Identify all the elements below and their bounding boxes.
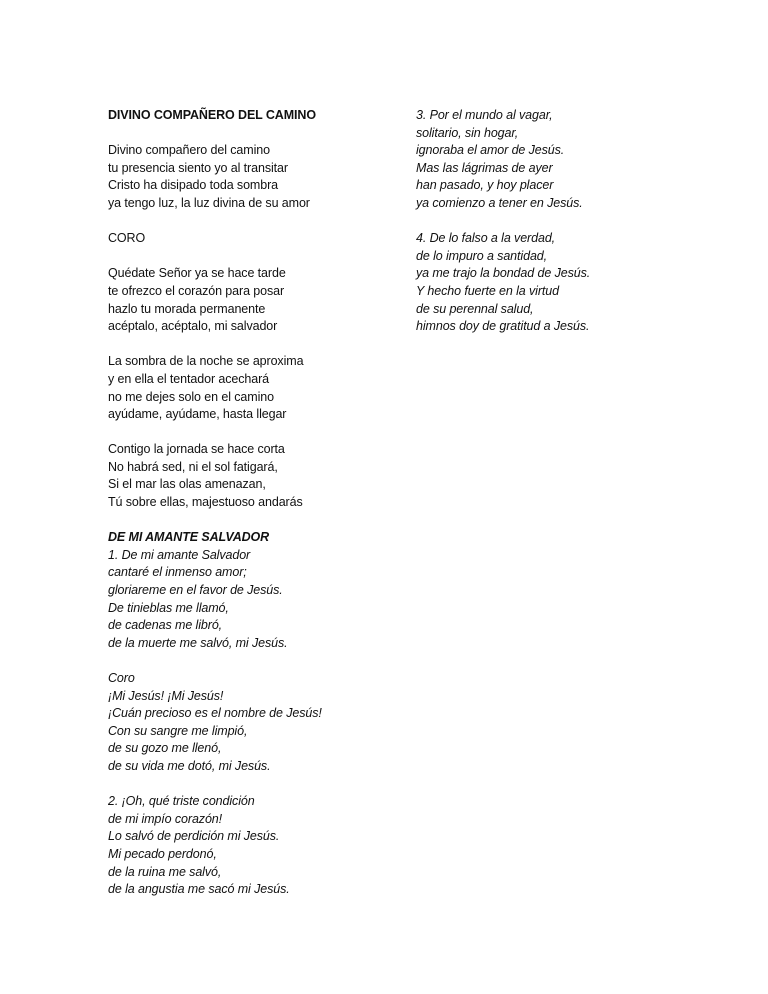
lyric-line: Mas las lágrimas de ayer <box>416 160 553 175</box>
spacer <box>108 336 398 354</box>
lyric-line: Lo salvó de perdición mi Jesús. <box>108 829 280 844</box>
lyric-line: de la ruina me salvó, <box>108 864 222 879</box>
lyric-line: 3. Por el mundo al vagar, <box>416 108 553 122</box>
lyric-line: Y hecho fuerte en la virtud <box>416 283 559 298</box>
lyric-line: te ofrezco el corazón para posar <box>108 283 285 298</box>
stanza-2 <box>108 353 398 423</box>
lyric-line: Contigo la jornada se hace corta <box>108 442 285 457</box>
lyric-line: tu presencia siento yo al transitar <box>108 160 288 175</box>
lyric-line: solitario, sin hogar, <box>416 125 519 140</box>
lyric-line: hazlo tu morada permanente <box>108 301 266 316</box>
right-column <box>416 107 716 336</box>
verse-3 <box>416 107 716 213</box>
lyric-line: de cadenas me libró, <box>108 618 223 633</box>
lyric-line: cantaré el inmenso amor; <box>108 565 247 580</box>
lyric-line: de su perennal salud, <box>416 301 534 316</box>
lyric-line: La sombra de la noche se aproxima <box>108 354 304 369</box>
lyric-line: de lo impuro a santidad, <box>416 248 548 263</box>
spacer <box>108 125 398 143</box>
lyric-line: Cristo ha disipado toda sombra <box>108 178 279 193</box>
lyric-line: gloriareme en el favor de Jesús. <box>108 583 283 598</box>
lyric-line: ya me trajo la bondad de Jesús. <box>416 266 591 281</box>
lyric-line: Divino compañero del camino <box>108 143 270 158</box>
lyric-line: no me dejes solo en el camino <box>108 389 274 404</box>
song-title-divino: DIVINO COMPAÑERO DEL CAMINO <box>108 108 316 122</box>
coro-label: CORO <box>108 231 146 246</box>
lyric-line: de la muerte me salvó, mi Jesús. <box>108 635 288 650</box>
verse-4 <box>416 230 716 336</box>
lyric-line: de la angustia me sacó mi Jesús. <box>108 882 290 897</box>
spacer <box>108 776 398 794</box>
spacer <box>108 512 398 530</box>
lyric-line: ¡Mi Jesús! ¡Mi Jesús! <box>108 688 224 703</box>
song-title-amante-salvador: DE MI AMANTE SALVADOR <box>108 530 270 545</box>
lyric-line: himnos doy de gratitud a Jesús. <box>416 319 590 334</box>
lyric-line: ignoraba el amor de Jesús. <box>416 143 565 158</box>
lyric-line: Tú sobre ellas, majestuoso andarás <box>108 495 303 510</box>
coro-stanza <box>108 265 398 335</box>
lyric-line: Mi pecado perdonó, <box>108 846 217 861</box>
lyric-line: De tinieblas me llamó, <box>108 600 229 615</box>
lyric-line: Si el mar las olas amenazan, <box>108 477 266 492</box>
lyric-line: Con su sangre me limpió, <box>108 723 248 738</box>
spacer <box>416 213 716 231</box>
coro-2-label: Coro <box>108 671 135 685</box>
spacer <box>108 424 398 442</box>
spacer <box>108 248 398 266</box>
lyric-line: 1. De mi amante Salvador <box>108 547 251 562</box>
lyric-line: de su vida me dotó, mi Jesús. <box>108 758 271 773</box>
lyric-line: y en ella el tentador acechará <box>108 371 269 386</box>
lyric-line: ayúdame, ayúdame, hasta llegar <box>108 407 287 422</box>
stanza-3 <box>108 441 398 511</box>
verse-2 <box>108 793 398 899</box>
lyric-line: de su gozo me llenó, <box>108 741 222 756</box>
coro-2 <box>108 670 398 776</box>
lyric-line: de mi impío corazón! <box>108 811 223 826</box>
lyric-line: Quédate Señor ya se hace tarde <box>108 266 286 281</box>
lyric-line: acéptalo, acéptalo, mi salvador <box>108 319 278 334</box>
spacer <box>108 652 398 670</box>
left-column <box>108 107 398 899</box>
lyric-line: 2. ¡Oh, qué triste condición <box>108 794 255 809</box>
lyric-line: ya comienzo a tener en Jesús. <box>416 195 583 210</box>
lyric-line: No habrá sed, ni el sol fatigará, <box>108 459 278 474</box>
spacer <box>108 213 398 231</box>
stanza-1 <box>108 142 398 212</box>
lyric-line: han pasado, y hoy placer <box>416 178 554 193</box>
lyric-line: ¡Cuán precioso es el nombre de Jesús! <box>108 706 322 721</box>
lyric-line: ya tengo luz, la luz divina de su amor <box>108 195 310 210</box>
verse-1 <box>108 547 398 653</box>
lyric-line: 4. De lo falso a la verdad, <box>416 231 556 246</box>
